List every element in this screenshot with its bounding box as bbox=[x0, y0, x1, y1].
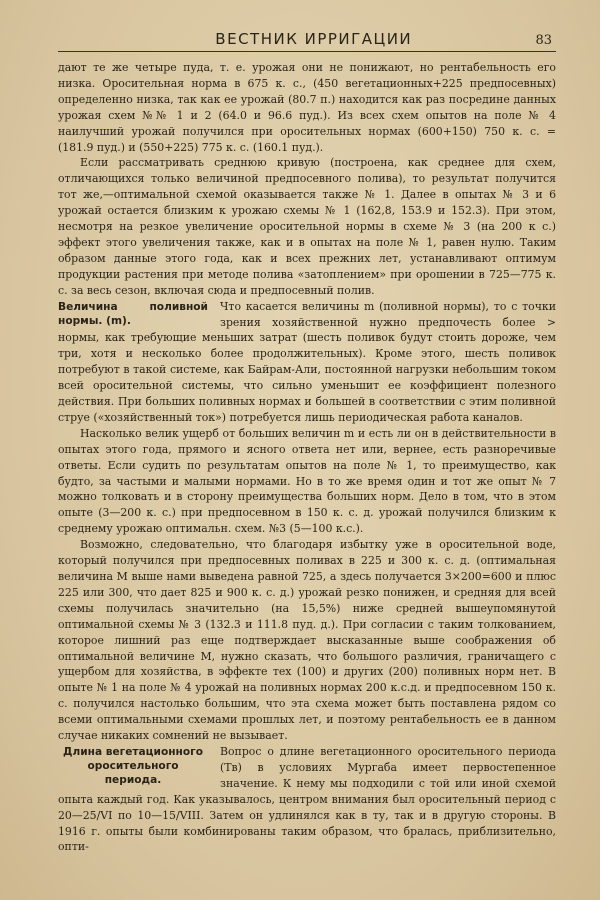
journal-title: ВЕСТНИК ИРРИГАЦИИ bbox=[215, 30, 413, 48]
section-irrigation-norm bbox=[58, 299, 556, 744]
paragraph: Вопрос о длине вегетационного оросительного периода (Tв) в условиях Мургаба имеет первостепенное значение. К нему мы подходили с той или иной схемой опыта каждый год. Как указывалось, центром внимания был оросительный период с 20—25/VI по 10—15/VIII. Затем он удлинялся как в ту, так и в другую стороны. В 1916 г. опыты были комбинированы таким образом, что бралась, приблизительно, опти- bbox=[58, 744, 556, 854]
page-number: 83 bbox=[535, 33, 552, 48]
section-sidehead: Величина поливной нормы. (m). bbox=[58, 300, 208, 327]
section-sidehead: Длина вегетационного оросительного периода. bbox=[63, 745, 203, 786]
running-header bbox=[58, 30, 556, 52]
paragraph: дают те же четыре пуда, т. е. урожая они не понижают, но рентабельность его низка. Оросительная норма в 675 к. с., (450 вегетационных+225 предпосевных) определенно низка, так как ее урожай (80.7 п.) находится как раз посредине данных урожая схем №№ 1 и 2 (64.0 и 96.6 пуд.). Из всех схем опытов на поле № 4 наилучший урожай получился при оросительных нормах (600+150) 750 к. с. = (181.9 пуд.) и (550+225) 775 к. с. (160.1 пуд.). bbox=[58, 61, 556, 154]
paragraph: Если рассматривать среднюю кривую (построена, как среднее для схем, отличающихся только величиной предпосевного полива), то результат получится тот же,—оптимальной схемой оказывается также № 1. Далее в опытах № 3 и 6 урожай остается близким к урожаю схемы № 1 (162,8, 153.9 и 152.3). При этом, несмотря на резкое увеличение оросительной нормы в схеме № 3 (на 200 к с.) эффект этого увеличения также, как и в опытах на поле № 1, равен нулю. Таким образом данные этого года, как и всех прежних лет, устанавливают оптимум продукции растения при методе полива «затоплением» при орошении в 725—775 к. с. за весь сезон, включая сюда и предпосевный полив. bbox=[58, 156, 556, 297]
section-vegetation-period bbox=[58, 744, 556, 855]
paragraph: Что касается величины m (поливной нормы), то с точки зрения хозяйственной нужно предпочесть более > нормы, как требующие меньших затрат (шесть поливок будут стоить дороже, чем три, хотя и несколько более продолжительных). Кроме этого, шесть поливок потребуют в такой системе, как Байрам-Али, постоянной нагрузки небольшим током всей оросительной системы, что сильно уменьшит ее коэффициент полезного действия. При больших поливных нормах и большей в соответствии с этим поливной струе («хозяйственный ток») потребуется лишь периодическая работа каналов. bbox=[58, 299, 556, 424]
paragraph: Насколько велик ущерб от больших величин m и есть ли он в действительности в опытах этого года, прямого и ясного ответа нет или, вернее, есть разноречивые ответы. Если судить по результатам опытов на поле № 1, то преимущество, как будто, за частыми и малыми нормами. Но в то же время один и тот же опыт № 7 можно толковать и в сторону преимущества больших норм. Дело в том, что в этом опыте (3—200 к. с.) при предпосевном в 150 к. с. д. урожай получился близким к среднему урожаю оптимальн. схем. №3 (5—100 к.с.). bbox=[58, 426, 556, 536]
paragraph: Возможно, следовательно, что благодаря избытку уже в оросительной воде, который получился при предпосевных поливах в 225 и 300 к. с. д. (оптимальная величина M выше нами выведена равной 725, а здесь получается 3×200=600 и плюс 225 или 300, что дает 825 и 900 к. с. д.) урожай резко понижен, и средняя для всей схемы получилась значительно (на 15,5%) ниже средней вышеупомянутой оптимальной схемы № 3 (132.3 и 111.8 пуд. д.). При согласии с таким толкованием, которое лишний раз еще подтверждает высказанные выше соображения об оптимальной величине M, нужно сказать, что большого различия, граничащего с ущербом для хозяйства, в эффекте тех (100) и других (200) поливных норм нет. В опыте № 1 на поле № 4 урожай на поливных нормах 200 к.с.д. и предпосевном 150 к. с. получился настолько большим, что эта схема может быть поставлена рядом со всеми оптимальными схемами прошлых лет, и поэтому рентабельность ее в данном случае никаких сомнений не вызывает. bbox=[58, 538, 556, 743]
article-body bbox=[58, 60, 556, 855]
